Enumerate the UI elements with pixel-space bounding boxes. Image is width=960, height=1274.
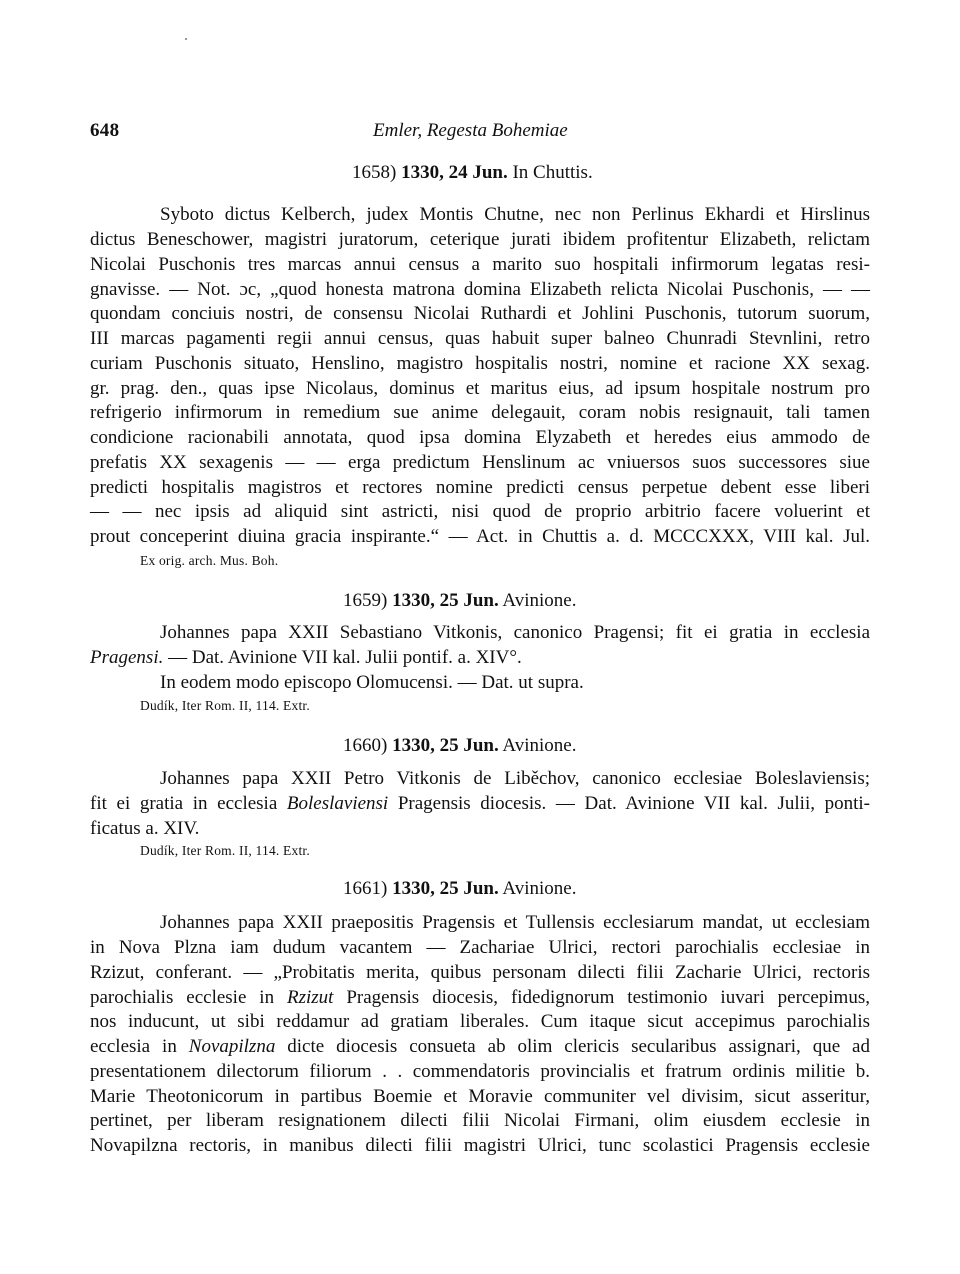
entry-1658-line: prout conceperint diuina gracia inspirante.“ — Act. in Chuttis a. d. MCCCXXX, VIII kal. Jul. [90, 526, 870, 547]
entry-1658-source: Ex orig. arch. Mus. Boh. [140, 553, 279, 568]
entry-1660-line: fit ei gratia in ecclesia Boleslaviensi Pragensis diocesis. — Dat. Avinione VII kal. Julii, ponti- [90, 793, 870, 814]
entry-1661-line: pertinet, per liberam resignationem dilecti filii Nicolai Firmani, olim eiusdem ecclesie in [90, 1110, 870, 1131]
page-number: 648 [90, 120, 120, 141]
entry-1658-line: gr. prag. den., quas ipse Nicolaus, dominus et maritus eius, ad ipsum hospitale nostrum pro [90, 378, 870, 399]
entry-1658-line: — — nec ipsis ad aliquid sint astricti, nisi quod de proprio arbitrio facere voluerint et [90, 501, 870, 522]
entry-1658-line: gnavisse. — Not. ɔc, „quod honesta matrona domina Elizabeth relicta Nicolai Puschonis, — — [90, 279, 870, 300]
entry-1661-heading: 1661) 1330, 25 Jun. Avinione. [343, 878, 577, 899]
entry-1658-line: Syboto dictus Kelberch, judex Montis Chutne, nec non Perlinus Ekhardi et Hirslinus [160, 204, 870, 225]
entry-1661-line: Marie Theotonicorum in partibus Boemie et Moravie communiter vel divisim, sicut asseritur, [90, 1086, 870, 1107]
entry-1658-line: refrigerio infirmorum in remedium sue anime delegauit, coram nobis resignauit, tali tamen [90, 402, 870, 423]
entry-1661-line: presentationem dilectorum filiorum . . commendatoris provincialis et fratrum ordinis militie b. [90, 1061, 870, 1082]
entry-1658-line: Nicolai Puschonis tres marcas annui census a marito suo hospitali infirmorum legatas resi- [90, 254, 870, 275]
entry-1661-line: nos inducunt, ut sibi reddamur ad gratiam liberales. Cum itaque sicut accepimus parochialis [90, 1011, 870, 1032]
entry-1658-line: quondam conciuis nostri, de consensu Nicolai Ruthardi et Johlini Puschonis, tutorum suorum, [90, 303, 870, 324]
entry-1658-line: predicti hospitalis magistros et rectores nomine predicti census perpetue debent esse liberi [90, 477, 870, 498]
entry-1661-line: Rzizut, conferant. — „Probitatis merita, quibus personam dilecti filii Zacharie Ulrici, rectoris [90, 962, 870, 983]
entry-1658-line: prefatis XX sexagenis — — erga predictum Henslinum ac vniuersos suos successores siue [90, 452, 870, 473]
entry-1658-heading: 1658) 1330, 24 Jun. In Chuttis. [352, 162, 593, 183]
entry-1661-line: Novapilzna rectoris, in manibus dilecti filii magistri Ulrici, tunc scolastici Pragensis ecclesie [90, 1135, 870, 1156]
entry-1659-line: In eodem modo episcopo Olomucensi. — Dat. ut supra. [160, 672, 584, 693]
entry-1660-line: Johannes papa XXII Petro Vitkonis de Liběchov, canonico ecclesiae Boleslaviensis; [160, 768, 870, 789]
entry-1658-line: curiam Puschonis situato, Henslino, magistro hospitalis nostri, nomine et racione XX sexag. [90, 353, 870, 374]
entry-1660-source: Dudík, Iter Rom. II, 114. Extr. [140, 843, 310, 858]
entry-1661-line: ecclesia in Novapilzna dicte diocesis consueta ab olim clericis secularibus assignari, que ad [90, 1036, 870, 1057]
entry-1659-source: Dudík, Iter Rom. II, 114. Extr. [140, 698, 310, 713]
entry-1658-line: condicione racionabili annotata, quod ipsa domina Elyzabeth et heredes eius ammodo de [90, 427, 870, 448]
entry-1658-line: dictus Beneschower, magistri juratorum, ceterique jurati ibidem profitentur Elizabeth, relictam [90, 229, 870, 250]
scan-speck [185, 38, 187, 40]
running-title: Emler, Regesta Bohemiae [373, 120, 568, 141]
entry-1659-heading: 1659) 1330, 25 Jun. Avinione. [343, 590, 577, 611]
entry-1661-line: in Nova Plzna iam dudum vacantem — Zachariae Ulrici, rectori parochialis ecclesiae in [90, 937, 870, 958]
entry-1658-line: III marcas pagamenti regii annui census, quas habuit super balneo Chunradi Stevnlini, retro [90, 328, 870, 349]
entry-1661-line: Johannes papa XXII praepositis Pragensis et Tullensis ecclesiarum mandat, ut ecclesiam [160, 912, 870, 933]
entry-1661-line: parochialis ecclesie in Rzizut Pragensis diocesis, fidedignorum testimonio iuvari percepimus, [90, 987, 870, 1008]
entry-1660-line: ficatus a. XIV. [90, 818, 200, 839]
entry-1659-line: Johannes papa XXII Sebastiano Vitkonis, canonico Pragensi; fit ei gratia in ecclesia [160, 622, 870, 643]
entry-1660-heading: 1660) 1330, 25 Jun. Avinione. [343, 735, 577, 756]
entry-1659-line: Pragensi. — Dat. Avinione VII kal. Julii pontif. a. XIV°. [90, 647, 522, 668]
